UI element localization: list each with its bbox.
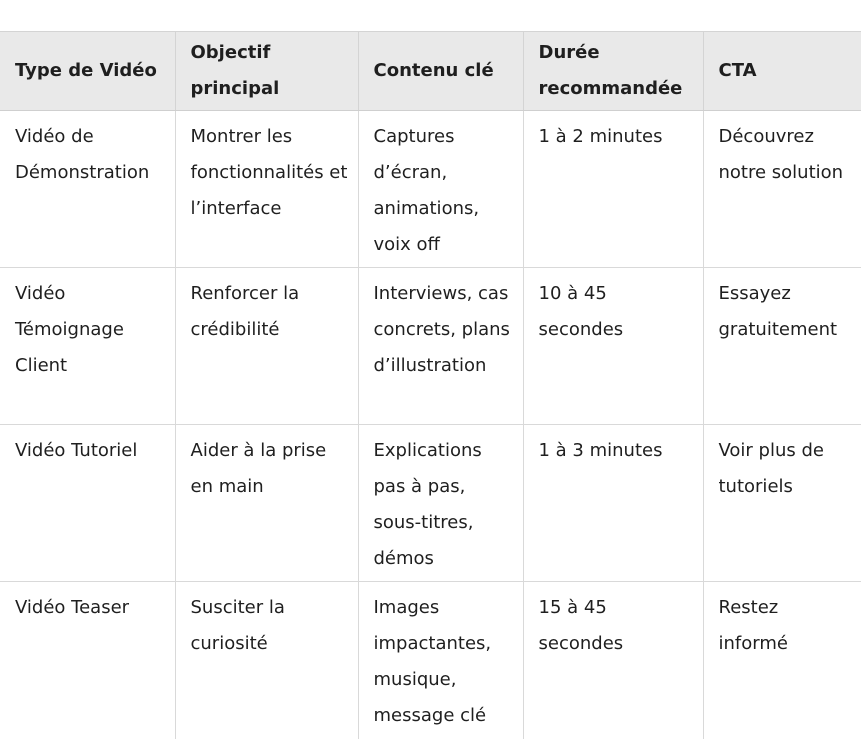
table-row [0,111,861,268]
cell-key-content: Captures d’écran, animations, voix off [358,111,523,268]
header-key-content: Contenu clé [358,32,523,111]
cell-main-objective: Aider à la prise en main [175,425,358,582]
header-recommended-duration: Durée recommandée [523,32,703,111]
cell-recommended-duration: 1 à 2 minutes [523,111,703,268]
cell-key-content: Explications pas à pas, sous-titres, démos [358,425,523,582]
cell-cta: Voir plus de tutoriels [703,425,861,582]
cell-recommended-duration: 15 à 45 secondes [523,582,703,739]
header-video-type: Type de Vidéo [0,32,175,111]
table-row [0,268,861,425]
cell-video-type: Vidéo Témoignage Client [0,268,175,425]
header-cta: CTA [703,32,861,111]
cell-cta: Restez informé [703,582,861,739]
table-header [0,32,861,111]
cell-cta: Essayez gratuitement [703,268,861,425]
table-row [0,425,861,582]
cell-video-type: Vidéo Teaser [15,597,130,618]
header-row [0,32,861,111]
cell-video-type: Vidéo de Démonstration [0,111,175,268]
video-types-table-container [0,31,861,739]
video-types-table [0,31,861,739]
cell-video-type: Vidéo Tutoriel [0,425,175,582]
table-body [0,111,861,739]
cell-recommended-duration: 10 à 45 secondes [523,268,703,425]
cell-cta: Découvrez notre solution [703,111,861,268]
cell-recommended-duration: 1 à 3 minutes [523,425,703,582]
cell-key-content: Interviews, cas concrets, plans d’illustration [358,268,523,425]
cell-key-content: Images impactantes, musique, message clé [358,582,523,739]
table-row [0,582,861,739]
header-main-objective: Objectif principal [175,32,358,111]
cell-main-objective: Susciter la curiosité [175,582,358,739]
cell-main-objective: Renforcer la crédibilité [175,268,358,425]
cell-main-objective: Montrer les fonctionnalités et l’interface [175,111,358,268]
